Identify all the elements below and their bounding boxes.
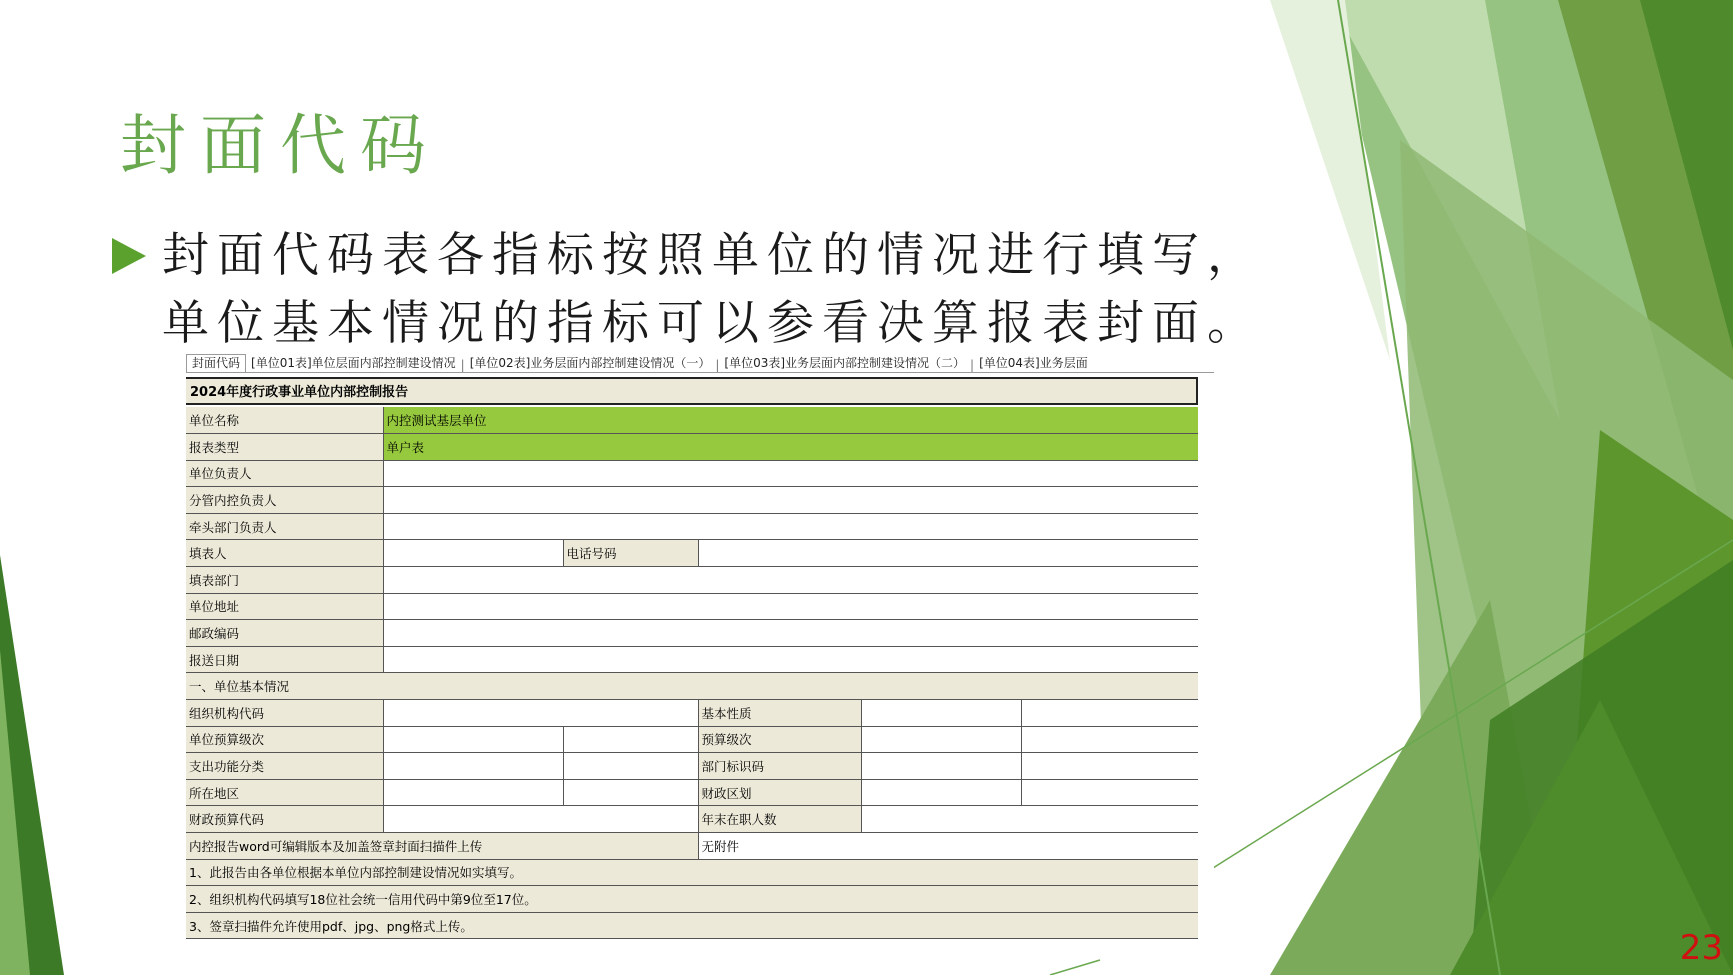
table-row bbox=[186, 779, 1198, 806]
staff-count-field[interactable] bbox=[861, 806, 1198, 833]
region-code-field[interactable] bbox=[383, 779, 563, 806]
bullet-triangle-icon bbox=[112, 238, 146, 274]
table-row bbox=[186, 886, 1198, 913]
phone-label: 电话号码 bbox=[563, 540, 698, 567]
tab-unit-03[interactable]: [单位03表]业务层面内部控制建设情况（二） bbox=[724, 356, 966, 370]
submit-date-label: 报送日期 bbox=[186, 646, 383, 673]
report-table bbox=[186, 407, 1198, 939]
filler-field[interactable] bbox=[383, 540, 563, 567]
table-row bbox=[186, 859, 1198, 886]
expense-func-label: 支出功能分类 bbox=[186, 753, 383, 780]
dept-id-name-field[interactable] bbox=[1021, 753, 1198, 780]
report-type-field[interactable]: 单户表 bbox=[383, 434, 1198, 461]
finance-division-name-field[interactable] bbox=[1021, 779, 1198, 806]
dept-id-code-field[interactable] bbox=[861, 753, 1021, 780]
budget-level-unit-name-field[interactable] bbox=[563, 726, 698, 753]
expense-func-name-field[interactable] bbox=[563, 753, 698, 780]
org-code-label: 组织机构代码 bbox=[186, 700, 383, 727]
budget-level-label: 预算级次 bbox=[698, 726, 861, 753]
upload-label: 内控报告word可编辑版本及加盖签章封面扫描件上传 bbox=[186, 833, 698, 860]
tab-separator: | bbox=[460, 358, 465, 372]
table-row bbox=[186, 646, 1198, 673]
control-head-label: 分管内控负责人 bbox=[186, 487, 383, 514]
report-form bbox=[186, 377, 1198, 939]
address-field[interactable] bbox=[383, 593, 1198, 620]
fill-dept-field[interactable] bbox=[383, 567, 1198, 594]
table-row bbox=[186, 833, 1198, 860]
table-row bbox=[186, 700, 1198, 727]
upload-attachment-link[interactable]: 无附件 bbox=[698, 833, 1198, 860]
expense-func-code-field[interactable] bbox=[383, 753, 563, 780]
section-basic-heading: 一、单位基本情况 bbox=[186, 673, 1198, 700]
finance-budget-code-label: 财政预算代码 bbox=[186, 806, 383, 833]
table-row bbox=[186, 673, 1198, 700]
unit-name-label: 单位名称 bbox=[186, 407, 383, 434]
embedded-report-screenshot bbox=[186, 352, 1214, 939]
unit-head-field[interactable] bbox=[383, 460, 1198, 487]
table-row bbox=[186, 593, 1198, 620]
phone-field[interactable] bbox=[698, 540, 1198, 567]
postcode-field[interactable] bbox=[383, 620, 1198, 647]
table-row bbox=[186, 726, 1198, 753]
table-row bbox=[186, 620, 1198, 647]
finance-division-code-field[interactable] bbox=[861, 779, 1021, 806]
dept-id-code-label: 部门标识码 bbox=[698, 753, 861, 780]
filler-label: 填表人 bbox=[186, 540, 383, 567]
note-line: 2、组织机构代码填写18位社会统一信用代码中第9位至17位。 bbox=[186, 886, 1198, 913]
finance-budget-code-field[interactable] bbox=[383, 806, 698, 833]
region-label: 所在地区 bbox=[186, 779, 383, 806]
tab-unit-04[interactable]: [单位04表]业务层面 bbox=[979, 356, 1088, 370]
report-title: 2024年度行政事业单位内部控制报告 bbox=[186, 377, 1198, 405]
staff-count-label: 年末在职人数 bbox=[698, 806, 861, 833]
table-row bbox=[186, 540, 1198, 567]
note-line: 1、此报告由各单位根据本单位内部控制建设情况如实填写。 bbox=[186, 859, 1198, 886]
budget-level-name-field[interactable] bbox=[1021, 726, 1198, 753]
basic-nature-label: 基本性质 bbox=[698, 700, 861, 727]
fill-dept-label: 填表部门 bbox=[186, 567, 383, 594]
slide-title: 封面代码 bbox=[120, 107, 440, 184]
postcode-label: 邮政编码 bbox=[186, 620, 383, 647]
table-row bbox=[186, 513, 1198, 540]
note-line: 3、签章扫描件允许使用pdf、jpg、png格式上传。 bbox=[186, 912, 1198, 939]
budget-level-code-field[interactable] bbox=[861, 726, 1021, 753]
address-label: 单位地址 bbox=[186, 593, 383, 620]
table-row bbox=[186, 434, 1198, 461]
table-row bbox=[186, 912, 1198, 939]
lead-dept-head-label: 牵头部门负责人 bbox=[186, 513, 383, 540]
submit-date-field[interactable] bbox=[383, 646, 1198, 673]
lead-dept-head-field[interactable] bbox=[383, 513, 1198, 540]
unit-name-field[interactable]: 内控测试基层单位 bbox=[383, 407, 1198, 434]
report-type-label: 报表类型 bbox=[186, 434, 383, 461]
region-name-field[interactable] bbox=[563, 779, 698, 806]
tab-separator: | bbox=[715, 358, 720, 372]
control-head-field[interactable] bbox=[383, 487, 1198, 514]
org-code-field[interactable] bbox=[383, 700, 698, 727]
table-row bbox=[186, 460, 1198, 487]
basic-nature-code-field[interactable] bbox=[861, 700, 1021, 727]
table-row bbox=[186, 806, 1198, 833]
tab-unit-01[interactable]: [单位01表]单位层面内部控制建设情况 bbox=[251, 356, 456, 370]
bullet-text: 封面代码表各指标按照单位的情况进行填写，单位基本情况的指标可以参看决算报表封面。 bbox=[162, 228, 1262, 351]
sheet-tab-bar bbox=[186, 352, 1214, 373]
unit-head-label: 单位负责人 bbox=[186, 460, 383, 487]
table-row bbox=[186, 487, 1198, 514]
tab-cover-code[interactable]: 封面代码 bbox=[186, 354, 246, 373]
table-row bbox=[186, 567, 1198, 594]
table-row bbox=[186, 407, 1198, 434]
basic-nature-name-field[interactable] bbox=[1021, 700, 1198, 727]
page-number: 23 bbox=[1679, 928, 1723, 968]
finance-division-label: 财政区划 bbox=[698, 779, 861, 806]
budget-level-unit-code-field[interactable] bbox=[383, 726, 563, 753]
tab-unit-02[interactable]: [单位02表]业务层面内部控制建设情况（一） bbox=[469, 356, 711, 370]
tab-separator: | bbox=[970, 358, 975, 372]
table-row bbox=[186, 753, 1198, 780]
budget-level-unit-label: 单位预算级次 bbox=[186, 726, 383, 753]
